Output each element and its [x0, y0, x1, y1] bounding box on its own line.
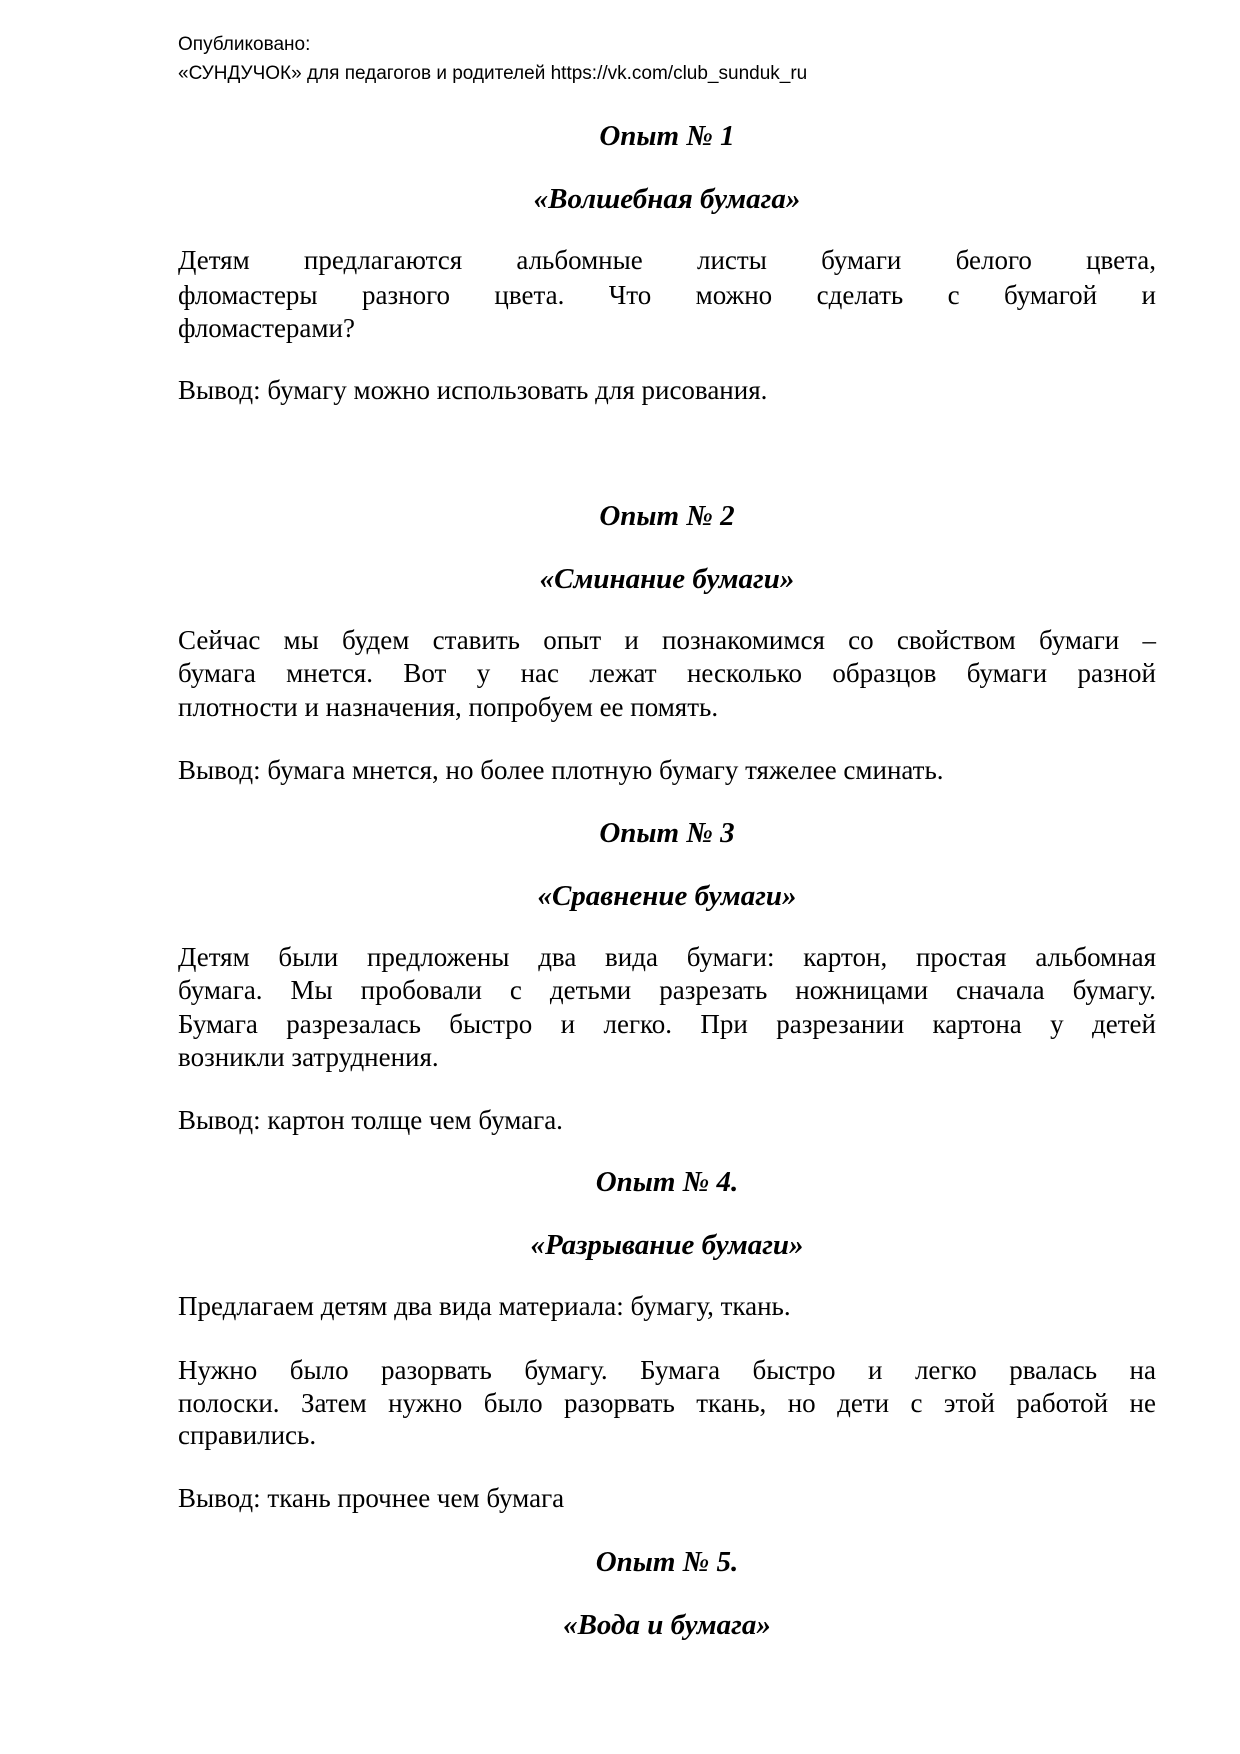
experiment-4-text-line: Нужно было разорвать бумагу. Бумага быстро и легко рвалась на	[178, 1355, 1156, 1385]
experiment-3-text-line: возникли затруднения.	[178, 1042, 439, 1072]
experiment-2-text-line: бумага мнется. Вот у нас лежат несколько образцов бумаги разной	[178, 658, 1156, 688]
experiment-5-number: Опыт № 5.	[595, 1546, 739, 1578]
experiment-4-title: «Разрывание бумаги»	[530, 1229, 804, 1261]
experiment-4-text-line: Предлагаем детям два вида материала: бумагу, ткань.	[178, 1291, 791, 1321]
experiment-3-text-line: Детям были предложены два вида бумаги: картон, простая альбомная	[178, 942, 1156, 972]
experiment-3-number: Опыт № 3	[599, 817, 735, 849]
experiment-2-number: Опыт № 2	[599, 500, 735, 532]
experiment-3-conclusion: Вывод: картон толще чем бумага.	[178, 1105, 563, 1135]
experiment-1-number: Опыт № 1	[599, 120, 735, 152]
experiment-1-text-line: фломастерами?	[178, 313, 355, 343]
publisher-line: «СУНДУЧОК» для педагогов и родителей https://vk.com/club_sunduk_ru	[178, 63, 808, 84]
experiment-5-title: «Вода и бумага»	[563, 1609, 771, 1641]
experiment-3-text-line: Бумага разрезалась быстро и легко. При разрезании картона у детей	[178, 1009, 1156, 1039]
experiment-1-conclusion: Вывод: бумагу можно использовать для рисования.	[178, 375, 768, 405]
experiment-3-text-line: бумага. Мы пробовали с детьми разрезать ножницами сначала бумагу.	[178, 975, 1156, 1005]
experiment-4-text-line: полоски. Затем нужно было разорвать ткань, но дети с этой работой не	[178, 1388, 1156, 1418]
experiment-4-conclusion: Вывод: ткань прочнее чем бумага	[178, 1483, 565, 1513]
experiment-2-text-line: Сейчас мы будем ставить опыт и познакомимся со свойством бумаги –	[178, 625, 1156, 655]
experiment-1-text-line: фломастеры разного цвета. Что можно сделать с бумагой и	[178, 280, 1156, 310]
experiment-2-title: «Сминание бумаги»	[539, 563, 795, 595]
experiment-4-number: Опыт № 4.	[595, 1166, 739, 1198]
published-label: Опубликовано:	[178, 34, 311, 55]
experiment-3-title: «Сравнение бумаги»	[537, 880, 797, 912]
experiment-2-conclusion: Вывод: бумага мнется, но более плотную бумагу тяжелее сминать.	[178, 755, 944, 785]
experiment-2-text-line: плотности и назначения, попробуем ее помять.	[178, 692, 719, 722]
experiment-1-text-line: Детям предлагаются альбомные листы бумаги белого цвета,	[178, 245, 1156, 275]
experiment-4-text-line: справились.	[178, 1420, 317, 1450]
experiment-1-title: «Волшебная бумага»	[533, 183, 801, 215]
